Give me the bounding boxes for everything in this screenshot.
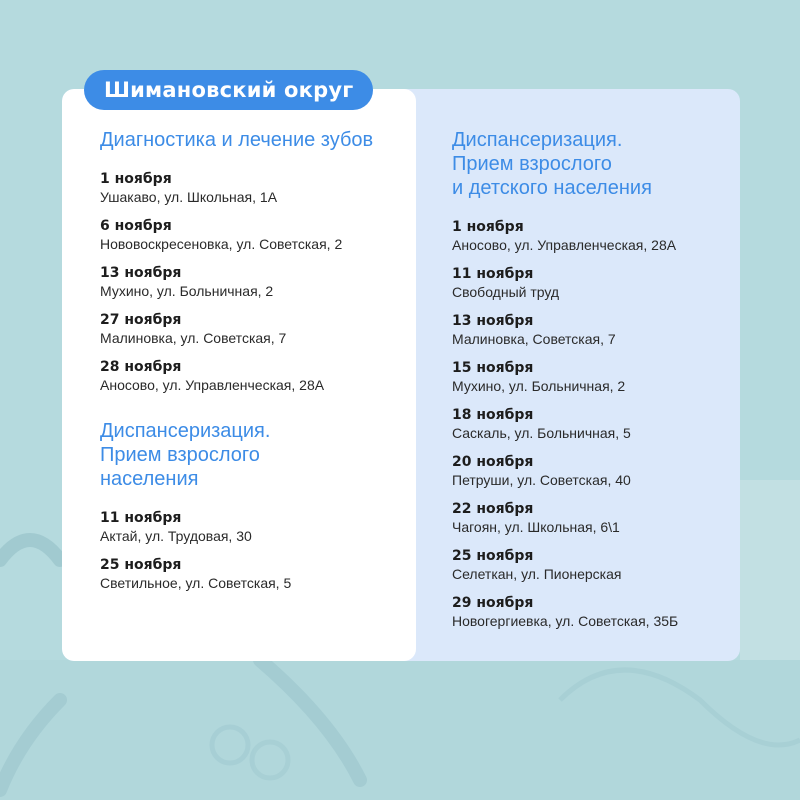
entry-location: Нововоскресеновка, ул. Советская, 2 (100, 236, 343, 252)
entry-date: 20 ноября (452, 454, 534, 470)
left-column (100, 128, 400, 603)
schedule-entry (452, 359, 727, 395)
section-title-line: Диспансеризация. (452, 129, 623, 151)
entry-location: Ушакаво, ул. Школьная, 1А (100, 189, 278, 205)
entry-date: 1 ноября (452, 219, 524, 235)
entry-location: Малиновка, Советская, 7 (452, 331, 616, 347)
entry-date: 27 ноября (100, 312, 182, 328)
entry-location: Селеткан, ул. Пионерская (452, 566, 622, 582)
schedule-entry (100, 556, 400, 592)
section-title (100, 419, 400, 491)
entry-location: Свободный труд (452, 284, 560, 300)
entry-date: 15 ноября (452, 360, 534, 376)
schedule-entry (100, 217, 400, 253)
section-title-line: Прием взрослого (100, 444, 260, 466)
entry-location: Аносово, ул. Управленческая, 28А (100, 377, 325, 393)
entry-date: 11 ноября (452, 266, 534, 282)
entry-date: 13 ноября (100, 265, 182, 281)
entry-location: Мухино, ул. Больничная, 2 (100, 283, 274, 299)
section-title (100, 128, 400, 152)
entry-date: 22 ноября (452, 501, 534, 517)
entry-date: 13 ноября (452, 313, 534, 329)
schedule-entry (452, 218, 727, 254)
entry-location: Мухино, ул. Больничная, 2 (452, 378, 626, 394)
entry-location: Актай, ул. Трудовая, 30 (100, 528, 252, 544)
section-title-line: Диспансеризация. (100, 420, 271, 442)
schedule-entry (452, 312, 727, 348)
schedule-entry (100, 358, 400, 394)
schedule-entry (100, 264, 400, 300)
schedule-entry (452, 453, 727, 489)
schedule-entry (452, 265, 727, 301)
section-title-line: населения (100, 468, 199, 490)
schedule-entry (100, 509, 400, 545)
right-column (452, 128, 727, 641)
entry-date: 25 ноября (452, 548, 534, 564)
entry-date: 25 ноября (100, 557, 182, 573)
entry-location: Светильное, ул. Советская, 5 (100, 575, 292, 591)
entry-location: Саскаль, ул. Больничная, 5 (452, 425, 631, 441)
entry-location: Чагоян, ул. Школьная, 6\1 (452, 519, 620, 535)
section-title-line: Прием взрослого (452, 153, 612, 175)
schedule-entry (452, 594, 727, 630)
entry-date: 6 ноября (100, 218, 172, 234)
entry-date: 11 ноября (100, 510, 182, 526)
entry-date: 29 ноября (452, 595, 534, 611)
entry-date: 1 ноября (100, 171, 172, 187)
section-title (452, 128, 727, 200)
section-title-line: и детского населения (452, 177, 652, 199)
schedule-entry (452, 547, 727, 583)
schedule-entry (452, 406, 727, 442)
schedule-entry (452, 500, 727, 536)
section-title-line: Диагностика и лечение зубов (100, 129, 374, 151)
schedule-entry (100, 311, 400, 347)
entry-location: Петруши, ул. Советская, 40 (452, 472, 631, 488)
entry-location: Новогергиевка, ул. Советская, 35Б (452, 613, 679, 629)
entry-date: 28 ноября (100, 359, 182, 375)
section-gap (100, 405, 400, 419)
district-badge: Шимановский округ (84, 70, 373, 110)
entry-location: Аносово, ул. Управленческая, 28А (452, 237, 677, 253)
entry-location: Малиновка, ул. Советская, 7 (100, 330, 287, 346)
entry-date: 18 ноября (452, 407, 534, 423)
schedule-entry (100, 170, 400, 206)
